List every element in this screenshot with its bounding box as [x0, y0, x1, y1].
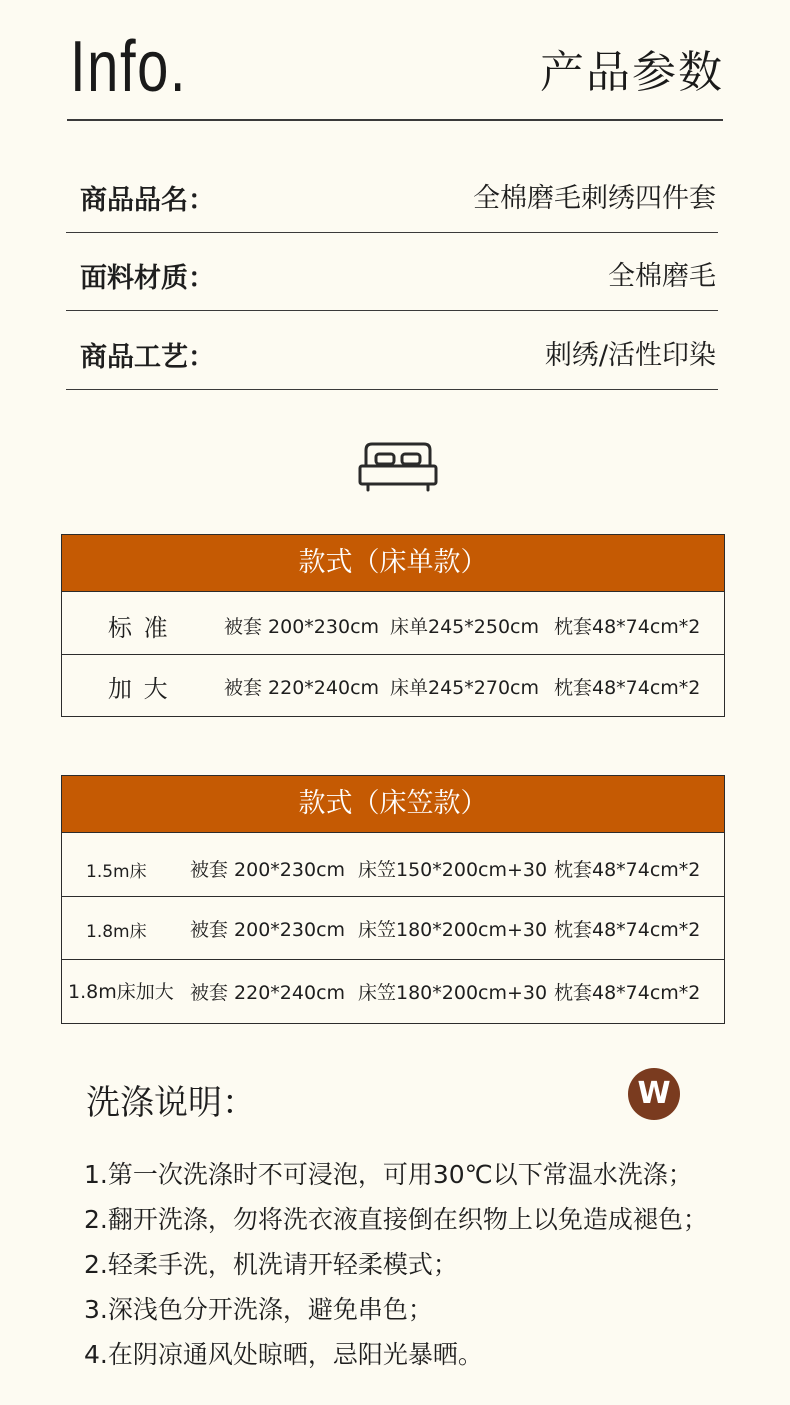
pillow-cell: 枕套48*74cm*2 — [554, 859, 701, 881]
wash-w-icon: W — [628, 1068, 680, 1120]
info-value: 刺绣/活性印染 — [544, 340, 716, 371]
list-item: 2.翻开洗涤，勿将洗衣液直接倒在织物上以免造成褪色； — [84, 1205, 708, 1234]
info-value: 全棉磨毛刺绣四件套 — [473, 183, 716, 214]
brand-logo: Info. — [70, 27, 188, 107]
style-table-fitted-sheet — [61, 775, 725, 1024]
size-cell: 加 大 — [108, 675, 170, 703]
info-row-material — [66, 232, 718, 311]
table-title: 款式（床单款） — [62, 535, 724, 592]
pillow-cell: 枕套48*74cm*2 — [554, 982, 701, 1004]
pillow-cell: 枕套48*74cm*2 — [554, 677, 701, 699]
wash-title: 洗涤说明： — [86, 1083, 256, 1123]
table-title: 款式（床笠款） — [62, 776, 724, 833]
pillow-cell: 枕套48*74cm*2 — [554, 616, 701, 638]
size-cell: 1.5m床 — [86, 862, 147, 882]
wash-list — [84, 1155, 744, 1380]
list-item: 1.第一次洗涤时不可浸泡，可用30℃以下常温水洗涤； — [84, 1160, 693, 1189]
list-item: 4.在阴凉通风处晾晒，忌阳光暴晒。 — [84, 1340, 483, 1369]
page-title: 产品参数 — [540, 47, 724, 98]
size-cell: 标 准 — [108, 614, 170, 642]
table-row — [62, 833, 724, 897]
table-row — [62, 897, 724, 960]
info-row-name — [66, 154, 718, 233]
duvet-cell: 被套 220*240cm — [224, 677, 380, 699]
size-cell: 1.8m床加大 — [68, 981, 174, 1003]
info-row-craft — [66, 311, 718, 390]
header-divider — [67, 119, 723, 121]
info-key: 商品品名： — [80, 185, 215, 216]
info-value: 全棉磨毛 — [608, 261, 716, 292]
pillow-cell: 枕套48*74cm*2 — [554, 919, 701, 941]
sheet-cell: 床单245*270cm — [390, 677, 539, 699]
bed-icon — [356, 440, 440, 494]
duvet-cell: 被套 200*230cm — [190, 919, 346, 941]
list-item: 2.轻柔手洗，机洗请开轻柔模式； — [84, 1250, 458, 1279]
sheet-cell: 床笠150*200cm+30 — [358, 859, 548, 881]
duvet-cell: 被套 200*230cm — [224, 616, 380, 638]
info-key: 商品工艺： — [80, 342, 215, 373]
duvet-cell: 被套 200*230cm — [190, 859, 346, 881]
table-row — [62, 655, 724, 717]
size-cell: 1.8m床 — [86, 922, 147, 942]
duvet-cell: 被套 220*240cm — [190, 982, 346, 1004]
sheet-cell: 床笠180*200cm+30 — [358, 919, 548, 941]
style-table-flat-sheet — [61, 534, 725, 717]
sheet-cell: 床单245*250cm — [390, 616, 539, 638]
table-row — [62, 592, 724, 655]
info-key: 面料材质： — [80, 263, 215, 294]
table-row — [62, 960, 724, 1022]
sheet-cell: 床笠180*200cm+30 — [358, 982, 548, 1004]
list-item: 3.深浅色分开洗涤，避免串色； — [84, 1295, 433, 1324]
